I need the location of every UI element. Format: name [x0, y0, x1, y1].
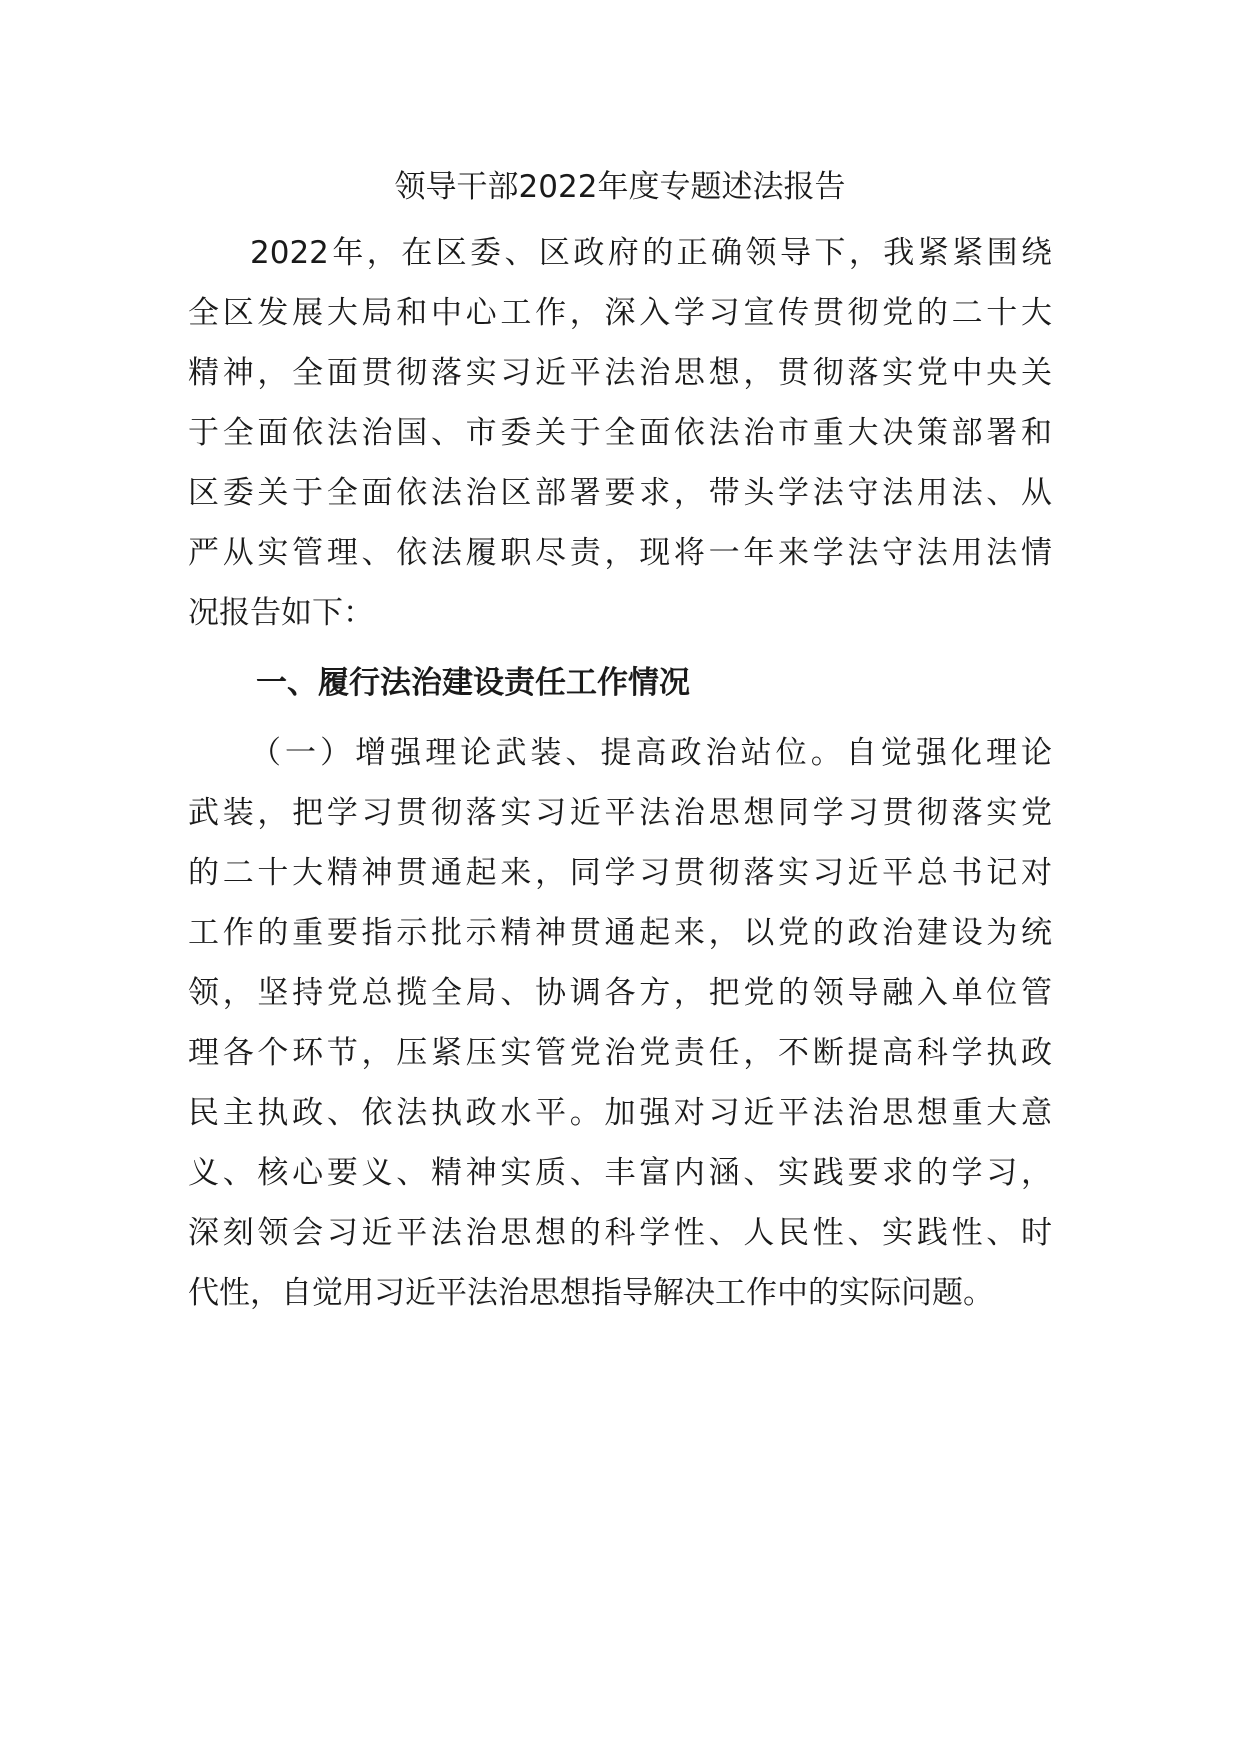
section-1-1-line-8: 义、核心要义、精神实质、丰富内涵、实践要求的学习， — [188, 1155, 1052, 1191]
section-1-1-line-3: 的二十大精神贯通起来，同学习贯彻落实习近平总书记对 — [188, 855, 1052, 891]
intro-line-4: 于全面依法治国、市委关于全面依法治市重大决策部署和 — [188, 415, 1052, 451]
section-1-1-line-9: 深刻领会习近平法治思想的科学性、人民性、实践性、时 — [188, 1215, 1052, 1251]
section-1-1-line-4: 工作的重要指示批示精神贯通起来，以党的政治建设为统 — [188, 915, 1052, 951]
intro-line-3: 精神，全面贯彻落实习近平法治思想，贯彻落实党中央关 — [188, 355, 1052, 391]
section-1-1-line-10: 代性，自觉用习近平法治思想指导解决工作中的实际问题。 — [188, 1275, 994, 1311]
intro-line-6: 严从实管理、依法履职尽责，现将一年来学法守法用法情 — [188, 535, 1052, 571]
section-1-1-line-1: （一）增强理论武装、提高政治站位。自觉强化理论 — [250, 735, 1052, 771]
section-1-1-line-2: 武装，把学习贯彻落实习近平法治思想同学习贯彻落实党 — [188, 795, 1052, 831]
intro-line-7: 况报告如下： — [188, 595, 374, 631]
section-1-1-line-6: 理各个环节，压紧压实管党治党责任，不断提高科学执政 — [188, 1035, 1052, 1071]
section-1-1-line-5: 领，坚持党总揽全局、协调各方，把党的领导融入单位管 — [188, 975, 1052, 1011]
intro-line-5: 区委关于全面依法治区部署要求，带头学法守法用法、从 — [188, 475, 1052, 511]
intro-line-1: 2022年，在区委、区政府的正确领导下，我紧紧围绕 — [250, 235, 1052, 271]
document-title: 领导干部2022年度专题述法报告 — [394, 169, 846, 205]
section-1-1-line-7: 民主执政、依法执政水平。加强对习近平法治思想重大意 — [188, 1095, 1052, 1131]
section-heading-1: 一、履行法治建设责任工作情况 — [256, 665, 690, 701]
intro-line-2: 全区发展大局和中心工作，深入学习宣传贯彻党的二十大 — [188, 295, 1052, 331]
